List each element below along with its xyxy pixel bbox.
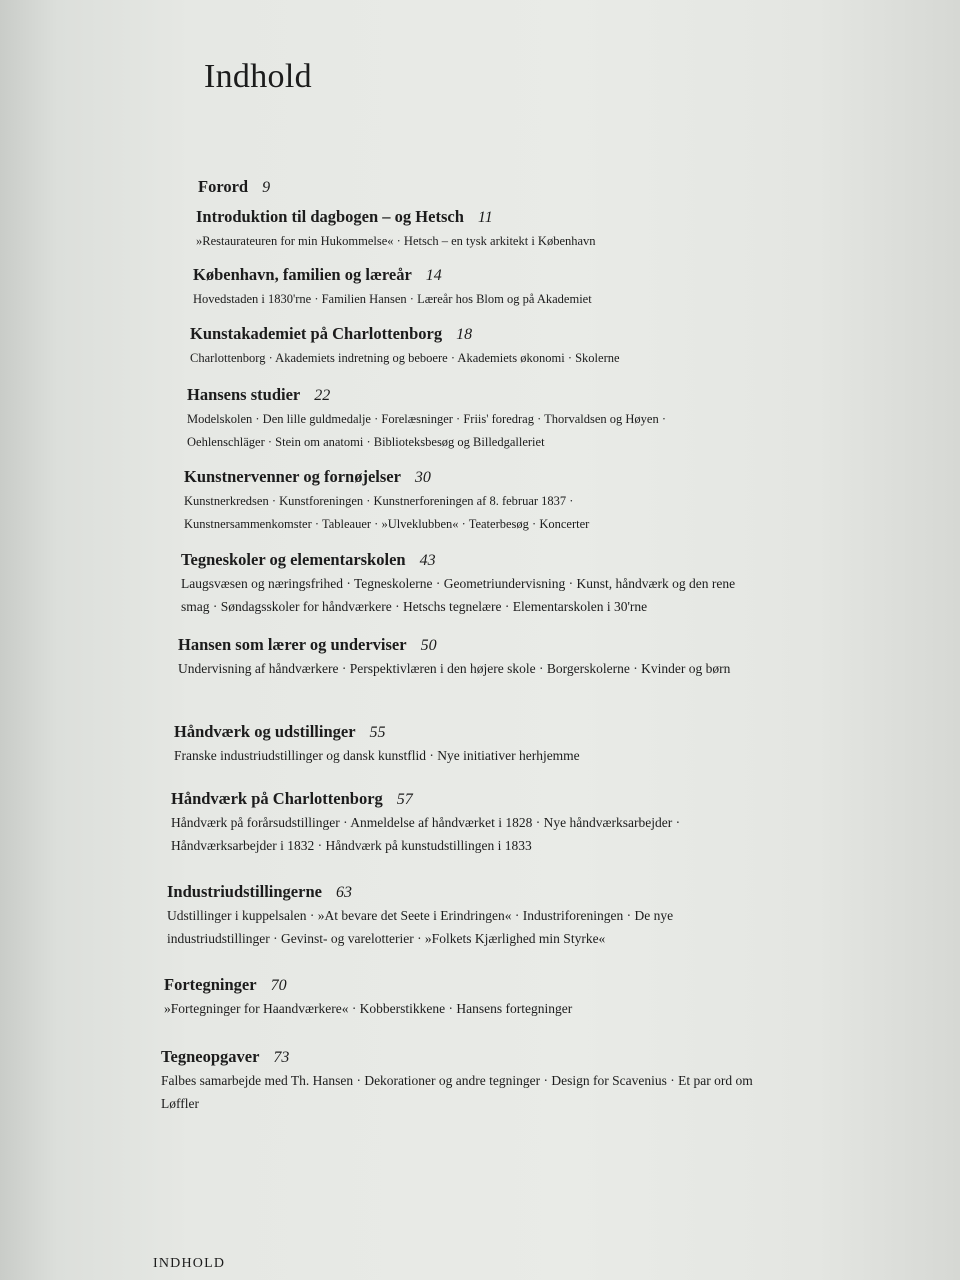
toc-entry-page-number: 70 — [270, 977, 287, 994]
toc-entry-heading — [181, 549, 801, 572]
toc-entry — [196, 206, 816, 253]
toc-entry — [187, 384, 697, 453]
toc-entry-page-number: 11 — [477, 209, 493, 226]
toc-entry-page-number: 18 — [456, 326, 473, 343]
toc-entry-title: Hansens studier — [187, 385, 301, 404]
toc-entry-heading — [178, 634, 798, 657]
toc-entry-title: Introduktion til dagbogen – og Hetsch — [196, 207, 464, 226]
toc-entry-subtopics: Franske industriudstillinger og dansk kunstflid · Nye initiativer herhjemme — [174, 748, 580, 763]
toc-entry-subtopics: Hovedstaden i 1830'rne · Familien Hansen · Læreår hos Blom og på Akademiet — [193, 292, 592, 306]
toc-entry-subtopics: Falbes samarbejde med Th. Hansen · Dekorationer og andre tegninger · Design for Scavenius · Et par ord om Løffler — [161, 1073, 753, 1111]
page-title: Indhold — [204, 58, 312, 95]
toc-entry-page-number: 14 — [425, 267, 442, 284]
toc-entry-title: Håndværk og udstillinger — [174, 722, 356, 741]
toc-entry-heading — [171, 788, 791, 811]
toc-entry-heading — [161, 1046, 781, 1069]
toc-entry-page-number: 9 — [262, 179, 271, 196]
toc-entry-subtopics: Modelskolen · Den lille guldmedalje · Forelæsninger · Friis' foredrag · Thorvaldsen og Høyen · Oehlenschläger · Stein om anatomi · Biblioteksbesøg og Billedgalleriet — [187, 412, 666, 449]
toc-entry-title: Håndværk på Charlottenborg — [171, 789, 383, 808]
toc-entry-subtopics: »Restaurateuren for min Hukommelse« · Hetsch – en tysk arkitekt i København — [196, 234, 596, 248]
toc-entry-page-number: 55 — [369, 724, 386, 741]
toc-entry-heading — [167, 881, 787, 904]
toc-entry-heading — [196, 206, 816, 229]
toc-entry — [190, 323, 810, 370]
toc-entry-heading — [164, 974, 784, 997]
toc-entry-page-number: 22 — [314, 387, 331, 404]
toc-entry-page-number: 63 — [335, 884, 352, 901]
toc-entry-heading — [190, 323, 810, 346]
toc-entry — [167, 881, 787, 950]
running-footer: INDHOLD — [153, 1256, 226, 1271]
toc-entry-title: København, familien og læreår — [193, 265, 412, 284]
toc-entry — [184, 466, 804, 535]
toc-entry-page-number: 57 — [396, 791, 413, 808]
toc-entry — [171, 788, 791, 857]
toc-entry-title: Industriudstillingerne — [167, 882, 322, 901]
toc-entry-subtopics: Udstillinger i kuppelsalen · »At bevare det Seete i Erindringen« · Industriforeningen · De nye industriudstillinger · Gevinst- og varelotterier · »Folkets Kjærlighed min Styrke« — [167, 908, 674, 946]
toc-entry-page-number: 73 — [273, 1049, 290, 1066]
toc-entry-heading — [187, 384, 697, 407]
toc-entry-page-number: 43 — [419, 552, 436, 569]
toc-entry-title: Tegneskoler og elementarskolen — [181, 550, 406, 569]
toc-entry-page-number: 50 — [420, 637, 437, 654]
toc-entry-heading — [174, 721, 794, 744]
toc-entry — [198, 176, 818, 199]
toc-entry-subtopics: Laugsvæsen og næringsfrihed · Tegneskolerne · Geometriundervisning · Kunst, håndværk og den rene smag · Søndagsskoler for håndværkere · Hetschs tegnelære · Elementarskolen i 30'rne — [181, 576, 736, 614]
toc-entry-title: Fortegninger — [164, 975, 257, 994]
toc-entry — [164, 974, 784, 1021]
toc-entry — [181, 549, 801, 618]
toc-entry-page-number: 30 — [414, 469, 431, 486]
toc-entry-title: Kunstnervenner og fornøjelser — [184, 467, 401, 486]
toc-entry-heading — [184, 466, 804, 489]
toc-entry-title: Tegneopgaver — [161, 1047, 260, 1066]
toc-entry-heading — [198, 176, 818, 199]
toc-entry-title: Forord — [198, 177, 249, 196]
toc-entry-heading — [193, 264, 813, 287]
toc-entry — [178, 634, 798, 681]
toc-entry-title: Hansen som lærer og underviser — [178, 635, 407, 654]
toc-entry-subtopics: »Fortegninger for Haandværkere« · Kobberstikkene · Hansens fortegninger — [164, 1001, 573, 1016]
toc-entry-subtopics: Kunstnerkredsen · Kunstforeningen · Kunstnerforeningen af 8. februar 1837 · Kunstnersammenkomster · Tableauer · »Ulveklubben« · Teaterbesøg · Koncerter — [184, 494, 590, 531]
toc-entry — [161, 1046, 781, 1115]
toc-entry-subtopics: Charlottenborg · Akademiets indretning og beboere · Akademiets økonomi · Skolerne — [190, 351, 620, 365]
toc-entry-subtopics: Undervisning af håndværkere · Perspektivlæren i den højere skole · Borgerskolerne · Kvinder og børn — [178, 661, 731, 676]
toc-entry-subtopics: Håndværk på forårsudstillinger · Anmeldelse af håndværket i 1828 · Nye håndværksarbejder · Håndværksarbejder i 1832 · Håndværk på kunstudstillingen i 1833 — [171, 815, 681, 853]
toc-entry-title: Kunstakademiet på Charlottenborg — [190, 324, 443, 343]
toc-entry — [174, 721, 794, 768]
toc-entry — [193, 264, 813, 311]
